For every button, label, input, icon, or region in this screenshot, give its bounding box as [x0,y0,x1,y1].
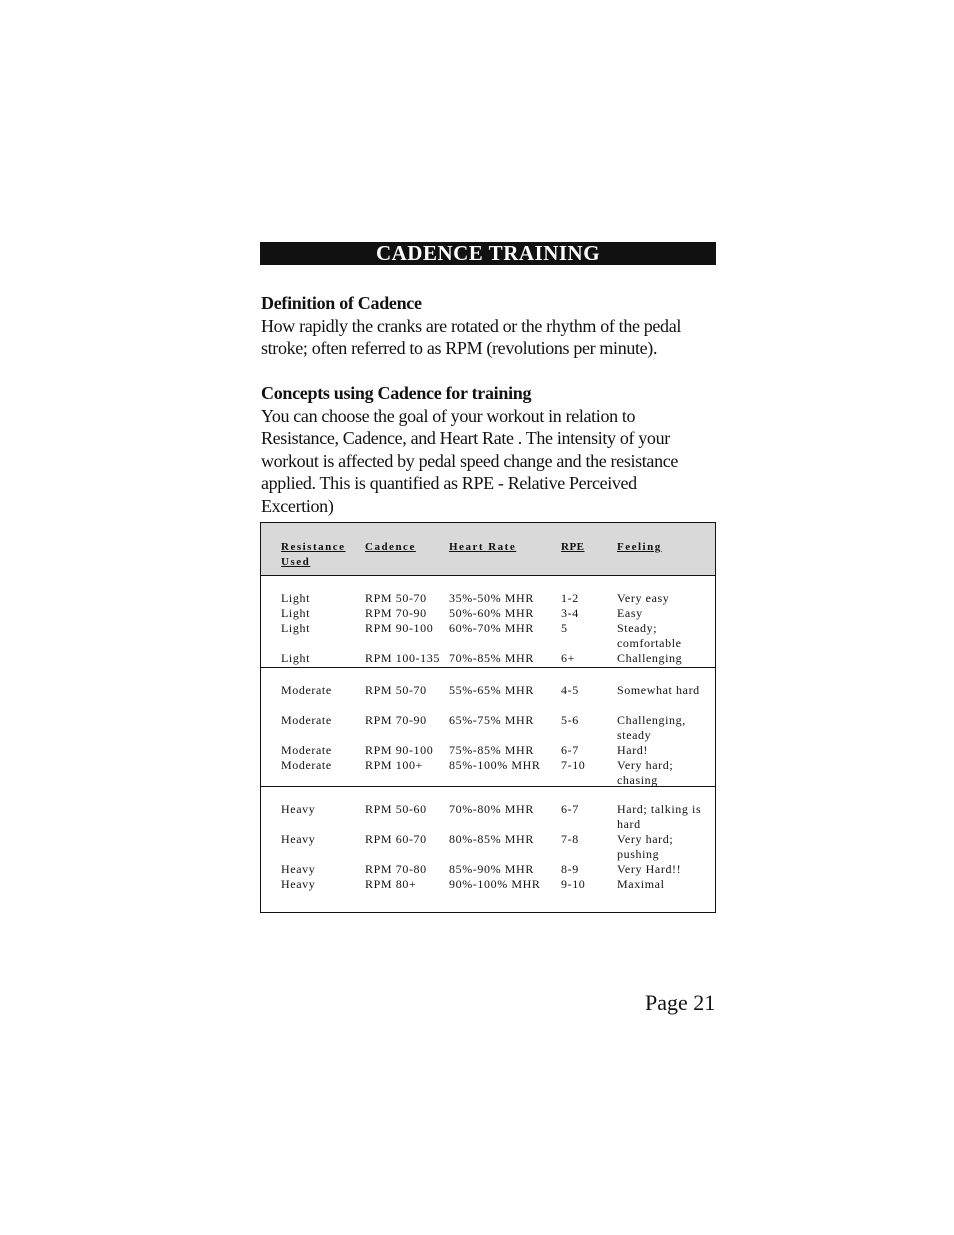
cell-heart-rate: 75%-85% MHR [449,743,534,757]
cell-cadence: RPM 80+ [365,877,417,891]
table-header [261,523,715,576]
cell-feeling: Very hard; pushing [617,832,674,861]
cell-feeling: Hard! [617,743,648,757]
cell-heart-rate: 70%-80% MHR [449,802,534,816]
cell-rpe: 4-5 [561,683,579,697]
definition-heading: Definition of Cadence [261,293,422,313]
cell-resistance: Heavy [281,877,316,891]
definition-line: How rapidly the cranks are rotated or the rhythm of the pedal [261,315,681,336]
cell-cadence: RPM 90-100 [365,743,434,757]
cell-feeling: Easy [617,606,643,620]
cell-cadence: RPM 90-100 [365,621,434,635]
table-group-moderate [261,668,715,787]
cell-heart-rate: 50%-60% MHR [449,606,534,620]
header-rpe: RPE [561,541,585,553]
cell-rpe: 9-10 [561,877,586,891]
cell-resistance: Light [281,591,310,605]
cell-rpe: 3-4 [561,606,579,620]
definition-line: stroke; often referred to as RPM (revolutions per minute). [261,338,658,358]
cell-cadence: RPM 50-60 [365,802,427,816]
cell-feeling: Very easy [617,591,670,605]
cell-resistance: Moderate [281,758,332,772]
cell-cadence: RPM 100-135 [365,651,440,665]
cell-cadence: RPM 70-90 [365,606,427,620]
cell-feeling: Hard; talking is hard [617,802,702,831]
concepts-line: applied. This is quantified as RPE - Relative Perceived [261,473,637,493]
concepts-section [261,382,721,517]
page-number: Page 21 [645,990,716,1015]
cell-feeling: Maximal [617,877,665,891]
cell-feeling: Challenging [617,651,683,665]
cell-rpe: 8-9 [561,862,579,876]
cell-feeling: Very Hard!! [617,862,682,876]
cell-rpe: 7-10 [561,758,586,772]
cell-resistance: Heavy [281,802,316,816]
cell-heart-rate: 80%-85% MHR [449,832,534,846]
cell-resistance: Light [281,621,310,635]
concepts-line: You can choose the goal of your workout in relation to [261,405,636,426]
table-group-light [261,576,715,668]
definition-section [261,292,721,360]
header-cadence: Cadence [365,541,416,553]
cell-cadence: RPM 100+ [365,758,423,772]
header-heart-rate: Heart Rate [449,541,517,553]
cell-feeling: Very hard; chasing [617,758,674,787]
concepts-line: Excertion) [261,495,334,516]
cell-rpe: 6+ [561,651,575,665]
cell-resistance: Light [281,606,310,620]
cell-resistance: Moderate [281,743,332,757]
cell-heart-rate: 65%-75% MHR [449,713,534,727]
cell-cadence: RPM 50-70 [365,591,427,605]
cell-rpe: 5-6 [561,713,579,727]
cell-heart-rate: 90%-100% MHR [449,877,541,891]
cell-resistance: Heavy [281,832,316,846]
cell-cadence: RPM 70-90 [365,713,427,727]
cell-resistance: Heavy [281,862,316,876]
cell-rpe: 6-7 [561,802,579,816]
cell-cadence: RPM 60-70 [365,832,427,846]
cell-heart-rate: 35%-50% MHR [449,591,534,605]
cell-heart-rate: 70%-85% MHR [449,651,534,665]
cell-cadence: RPM 70-80 [365,862,427,876]
cell-feeling: Challenging, steady [617,713,686,742]
header-resistance: Resistance Used [281,541,346,568]
cell-resistance: Moderate [281,683,332,697]
concepts-line: workout is affected by pedal speed change and the resistance [261,450,678,471]
concepts-heading: Concepts using Cadence for training [261,383,532,403]
cell-rpe: 5 [561,621,568,635]
cell-rpe: 6-7 [561,743,579,757]
cell-heart-rate: 55%-65% MHR [449,683,534,697]
cell-resistance: Moderate [281,713,332,727]
cell-heart-rate: 85%-90% MHR [449,862,534,876]
cell-feeling: Somewhat hard [617,683,700,697]
cell-heart-rate: 60%-70% MHR [449,621,534,635]
header-feeling: Feeling [617,541,662,553]
cell-resistance: Light [281,651,310,665]
cell-feeling: Steady; comfortable [617,621,682,650]
table-group-heavy [261,787,715,911]
page-title: CADENCE TRAINING [260,242,716,265]
cadence-table [260,522,716,913]
cell-heart-rate: 85%-100% MHR [449,758,541,772]
cell-rpe: 7-8 [561,832,579,846]
concepts-line: Resistance, Cadence, and Heart Rate . The intensity of your [261,428,670,448]
cell-rpe: 1-2 [561,591,579,605]
cell-cadence: RPM 50-70 [365,683,427,697]
